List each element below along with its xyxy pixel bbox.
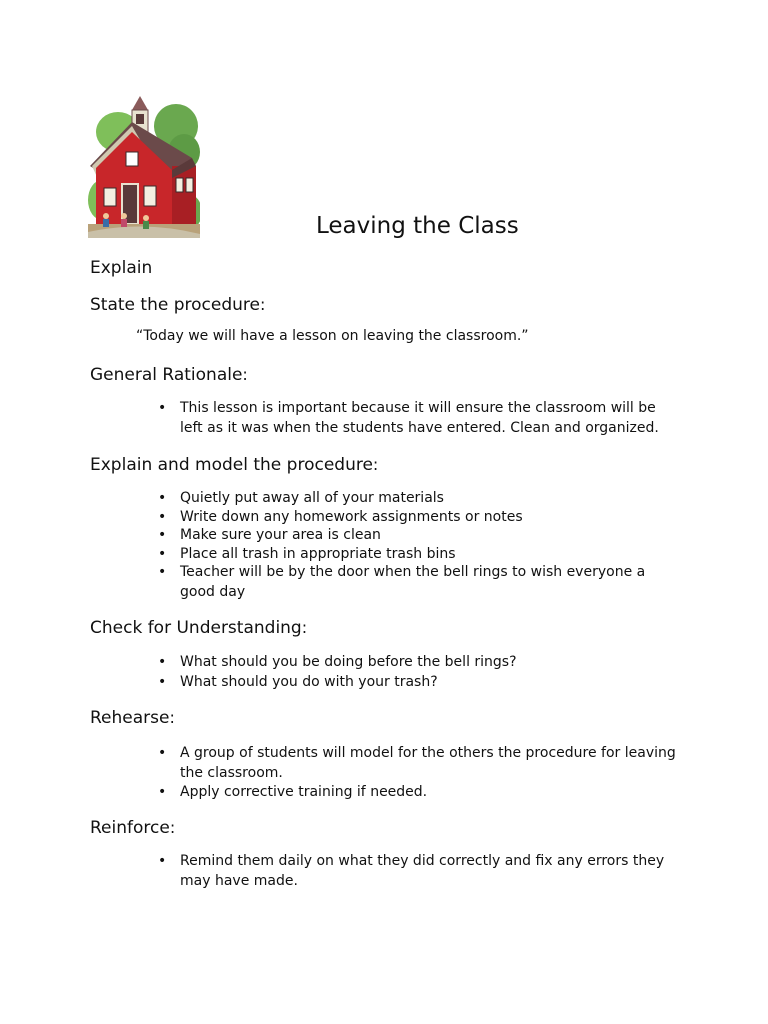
list-item	[90, 526, 690, 545]
list-item-text: This lesson is important because it will ensure the classroom will be left as it was when the students have entered. Clean and organized.	[180, 400, 659, 436]
bullet-icon: •	[158, 508, 167, 525]
section-heading	[90, 293, 690, 317]
section-rehearse	[90, 706, 690, 800]
section-general-rationale	[90, 363, 690, 436]
heading-colon: :	[242, 365, 248, 384]
bullet-icon: •	[158, 673, 167, 690]
list-item	[90, 508, 690, 527]
list-item	[90, 563, 690, 602]
list-item	[90, 653, 690, 673]
heading-colon: :	[259, 295, 266, 314]
heading-colon: :	[169, 708, 175, 727]
list-item-text: Write down any homework assignments or notes	[180, 508, 523, 525]
bullet-list	[90, 653, 690, 692]
section-reinforce	[90, 816, 690, 889]
bullet-list	[90, 744, 690, 803]
list-item-text: Place all trash in appropriate trash bins	[180, 545, 456, 562]
list-item-text: What should you be doing before the bell rings?	[180, 654, 517, 670]
bullet-icon: •	[158, 654, 167, 670]
section-heading	[90, 363, 690, 387]
list-item	[90, 545, 690, 564]
heading-colon: :	[301, 618, 308, 637]
bullet-list	[90, 489, 690, 602]
section-check-understanding	[90, 616, 690, 690]
section-heading-text: General Rationale	[90, 365, 243, 385]
list-item	[90, 673, 690, 693]
list-item	[90, 783, 690, 803]
bullet-list	[90, 852, 690, 891]
bullet-icon: •	[158, 400, 167, 416]
heading-colon: :	[372, 455, 379, 474]
list-item-text: What should you do with your trash?	[180, 673, 438, 690]
bullet-icon: •	[158, 490, 167, 506]
section-heading-text: Explain and model the procedure	[90, 455, 373, 475]
schoolhouse-icon	[88, 92, 200, 238]
section-explain-model	[90, 453, 690, 600]
bullet-icon: •	[158, 545, 167, 562]
list-item-text: Quietly put away all of your materials	[180, 490, 444, 506]
section-heading	[90, 706, 690, 730]
explain-heading: Explain	[90, 258, 153, 278]
section-heading-text: State the procedure	[90, 295, 260, 315]
section-heading	[90, 816, 690, 840]
list-item-text: A group of students will model for the others the procedure for leaving the classroom.	[180, 745, 676, 781]
list-item	[90, 489, 690, 508]
section-heading	[90, 453, 690, 477]
bullet-icon: •	[158, 527, 167, 544]
section-heading-text: Reinforce	[90, 818, 170, 838]
bullet-list	[90, 399, 690, 438]
section-heading-text: Check for Understanding	[90, 618, 302, 638]
list-item	[90, 852, 690, 891]
list-item-text: Teacher will be by the door when the bell rings to wish everyone a good day	[180, 564, 646, 600]
bullet-icon: •	[158, 784, 167, 800]
bullet-icon: •	[158, 853, 167, 869]
list-item	[90, 399, 690, 438]
bullet-icon: •	[158, 745, 167, 761]
list-item-text: Make sure your area is clean	[180, 527, 381, 544]
heading-colon: :	[169, 818, 176, 837]
list-item-text: Apply corrective training if needed.	[180, 784, 428, 800]
list-item	[90, 744, 690, 783]
bullet-icon: •	[158, 564, 167, 581]
list-item-text: Remind them daily on what they did correctly and fix any errors they may have made.	[180, 853, 665, 889]
document-title: Leaving the Class	[316, 213, 519, 239]
section-state-procedure	[90, 293, 690, 344]
procedure-quote: “Today we will have a lesson on leaving the classroom.”	[136, 328, 529, 344]
section-heading-text: Rehearse	[90, 708, 170, 728]
section-heading	[90, 616, 690, 640]
